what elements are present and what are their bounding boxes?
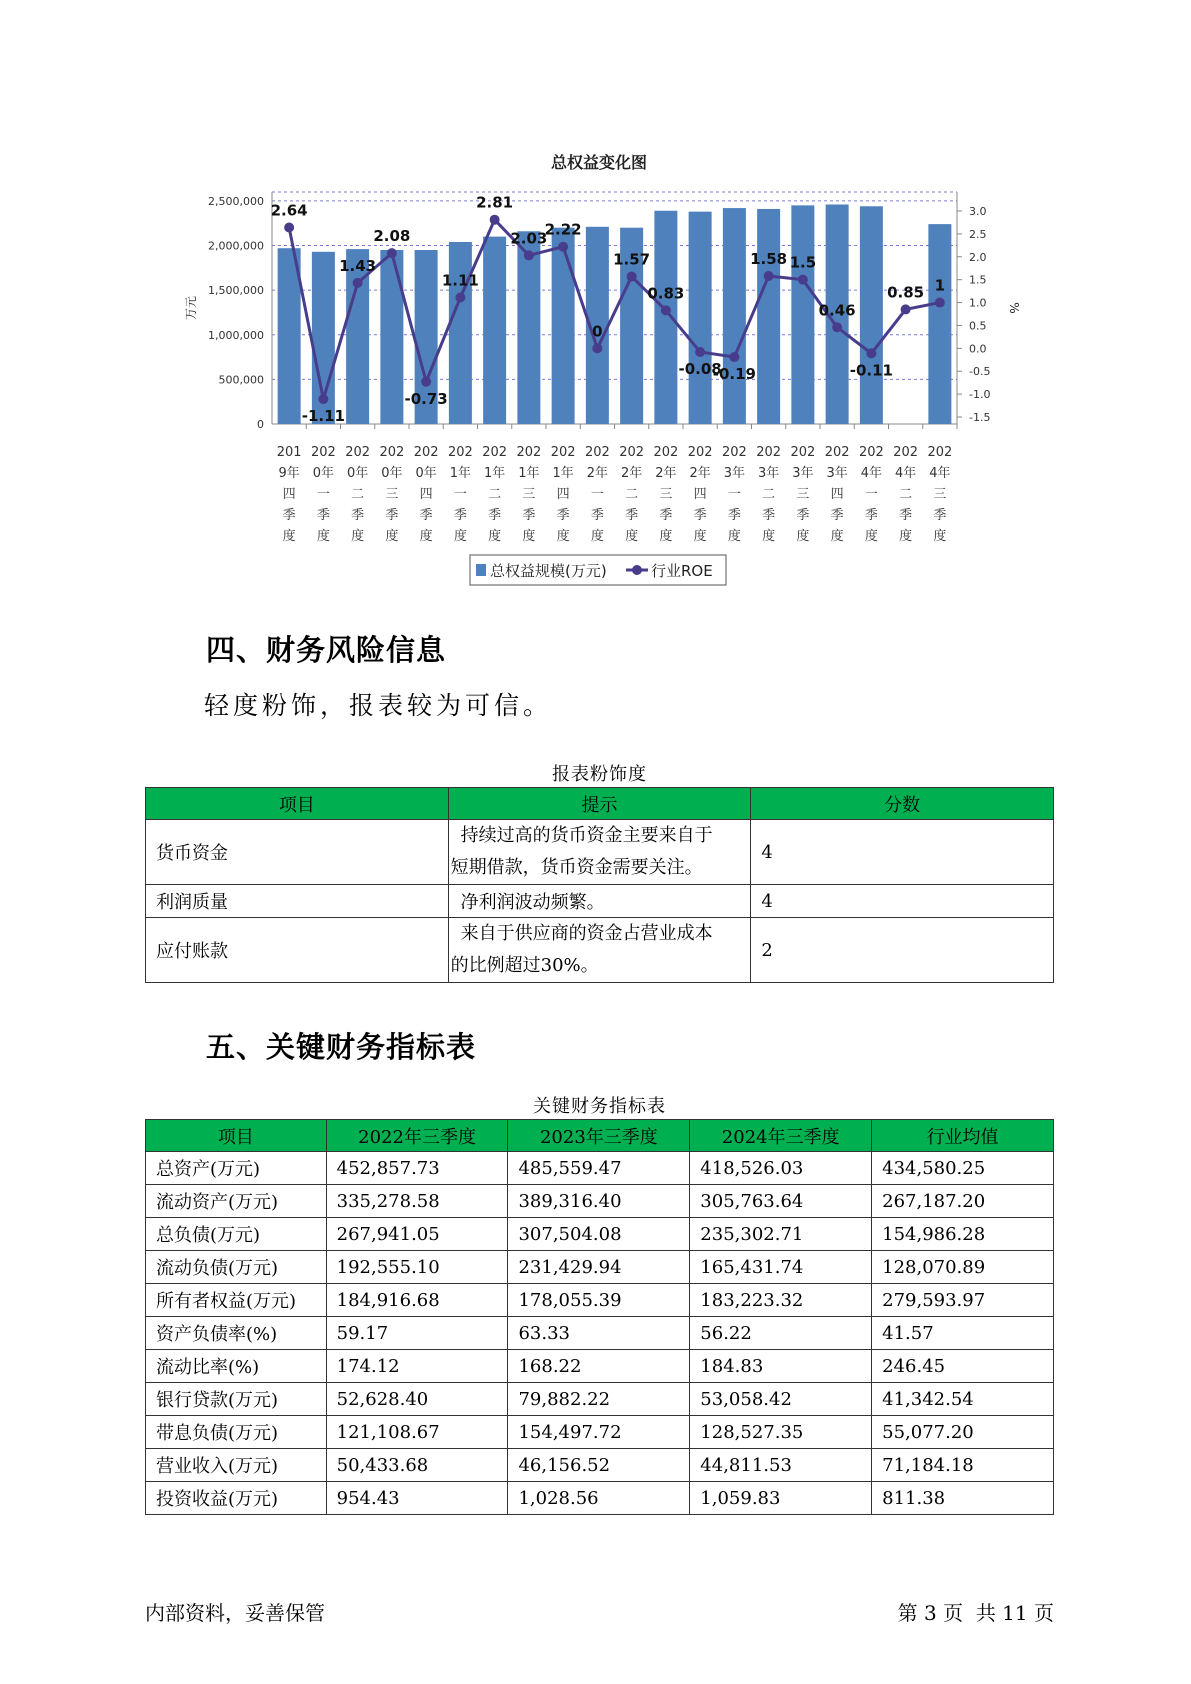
metric-name-cell: 带息负债(万元) [146,1416,327,1449]
x-tick-label: 202 [721,445,747,460]
roe-data-label: 1.58 [750,250,788,269]
roe-point [524,250,534,260]
risk-hint [448,885,751,918]
x-tick-label: 202 [858,445,884,460]
table-row [146,1449,1054,1482]
x-tick-label: 1年 [483,466,506,481]
x-tick-label: 季 [316,508,330,523]
table-row [146,1152,1054,1185]
x-tick-label: 9年 [278,466,300,481]
metric-name-cell: 流动负债(万元) [146,1251,327,1284]
x-tick-label: 季 [419,508,433,523]
x-tick-label: 度 [796,529,810,544]
risk-hint-line: 短期借款，货币资金需要关注。 [450,857,703,878]
x-tick-label: 季 [522,508,536,523]
roe-point [455,293,465,303]
x-tick-label: 度 [693,529,707,544]
section4-text: 轻度粉饰，报表较为可信。 [204,691,553,720]
x-tick-label: 202 [584,445,610,460]
x-tick-label: 度 [625,529,639,544]
x-tick-label: 1年 [449,466,472,481]
x-tick-label: 202 [653,445,679,460]
x-tick-label: 3年 [723,466,746,481]
x-tick-label: 季 [488,508,502,523]
x-tick-label: 度 [419,529,433,544]
roe-data-label: 2.81 [476,193,514,212]
x-tick-label: 0年 [346,466,369,481]
metric-name-cell: 流动资产(万元) [146,1185,327,1218]
y2-tick-label: 1.0 [969,296,987,310]
equity-chart-svg [0,0,1191,600]
roe-point [387,248,397,258]
roe-point [284,222,294,232]
roe-point [661,305,671,315]
x-tick-label: 202 [447,445,473,460]
x-tick-label: 季 [693,508,707,523]
bar [380,250,403,424]
legend-line-marker [632,565,642,575]
roe-data-label: 2.64 [270,201,308,220]
roe-data-label: 1.43 [339,256,377,275]
x-tick-label: 季 [556,508,570,523]
x-tick-label: 202 [482,445,508,460]
legend-bar-label: 总权益规模(万元) [490,562,607,580]
risk-item: 利润质量 [146,885,449,918]
roe-data-label: 1.5 [789,253,817,272]
x-tick-label: 度 [282,529,296,544]
metric-name-cell: 总负债(万元) [146,1218,327,1251]
metric-value-cell: 44,811.53 [690,1449,872,1482]
table-row [146,1317,1054,1350]
x-tick-label: 4年 [860,466,883,481]
x-tick-label: 四 [830,487,844,502]
metric-value-cell: 246.45 [872,1350,1054,1383]
x-tick-label: 度 [453,529,467,544]
metric-name-cell: 营业收入(万元) [146,1449,327,1482]
x-tick-label: 季 [864,508,878,523]
table-row [146,885,1054,918]
bar [791,205,814,424]
y-axis-label: 万元 [184,295,198,321]
roe-data-label: -1.11 [301,407,345,426]
roe-data-label: 2.03 [510,229,548,248]
x-tick-label: 季 [351,508,365,523]
metric-value-cell: 335,278.58 [326,1185,508,1218]
x-tick-label: 202 [824,445,850,460]
x-tick-label: 二 [762,487,776,502]
metric-value-cell: 50,433.68 [326,1449,508,1482]
metric-value-cell: 128,070.89 [872,1251,1054,1284]
table-row [146,918,1054,983]
x-tick-label: 四 [419,487,433,502]
x-tick-label: 四 [556,487,570,502]
metric-value-cell: 307,504.08 [508,1218,690,1251]
bar [552,228,575,424]
x-tick-label: 一 [590,487,604,502]
x-tick-label: 四 [282,487,296,502]
x-tick-label: 202 [345,445,371,460]
y-tick-label: 1,500,000 [208,284,264,298]
legend-bar-swatch [476,564,486,576]
x-tick-label: 2年 [586,466,609,481]
metric-name-cell: 总资产(万元) [146,1152,327,1185]
roe-data-label: -0.19 [712,365,756,384]
section5-heading: 五、关键财务指标表 [206,1030,477,1064]
metric-value-cell: 59.17 [326,1317,508,1350]
footer-note: 内部资料，妥善保管 [145,1601,325,1625]
x-tick-label: 202 [550,445,576,460]
x-tick-label: 2年 [620,466,643,481]
metrics-header-2024q3: 2024年三季度 [690,1120,872,1152]
table-row [146,1416,1054,1449]
risk-score: 4 [751,885,1054,918]
metric-value-cell: 184.83 [690,1350,872,1383]
metric-value-cell: 389,316.40 [508,1185,690,1218]
metrics-header-item: 项目 [146,1120,327,1152]
bar [928,224,951,424]
metric-value-cell: 178,055.39 [508,1284,690,1317]
bar [654,211,677,424]
x-tick-label: 一 [727,487,741,502]
x-tick-label: 三 [796,487,810,502]
y-tick-label: 500,000 [218,373,264,387]
table-row [146,1185,1054,1218]
risk-item: 应付账款 [146,918,449,983]
metric-value-cell: 485,559.47 [508,1152,690,1185]
x-tick-label: 季 [385,508,399,523]
roe-data-label: 1.11 [441,271,479,290]
metric-value-cell: 279,593.97 [872,1284,1054,1317]
x-tick-label: 一 [453,487,467,502]
x-tick-label: 1年 [552,466,574,481]
metric-value-cell: 305,763.64 [690,1185,872,1218]
x-tick-label: 0年 [415,466,437,481]
risk-hint-line: 净利润波动频繁。 [460,892,605,913]
y2-tick-label: 0.5 [969,319,987,333]
risk-table [145,787,1054,983]
risk-hint-line: 持续过高的货币资金主要来自于 [460,825,713,846]
roe-point [729,352,739,362]
roe-point [695,347,705,357]
risk-score: 2 [751,918,1054,983]
metric-value-cell: 1,028.56 [508,1482,690,1515]
metric-value-cell: 183,223.32 [690,1284,872,1317]
chart-title: 总权益变化图 [550,153,648,172]
metric-name-cell: 投资收益(万元) [146,1482,327,1515]
x-tick-label: 3年 [757,466,780,481]
risk-table-caption: 报表粉饰度 [552,764,647,785]
metric-value-cell: 811.38 [872,1482,1054,1515]
table-row [146,1350,1054,1383]
roe-point [832,322,842,332]
x-tick-label: 202 [379,445,405,460]
x-tick-label: 2年 [655,466,677,481]
x-tick-label: 度 [899,529,913,544]
metric-value-cell: 154,497.72 [508,1416,690,1449]
x-tick-label: 度 [864,529,878,544]
roe-point [318,394,328,404]
metrics-table [145,1119,1054,1515]
x-tick-label: 二 [899,487,913,502]
x-tick-label: 一 [864,487,878,502]
roe-data-label: 0 [592,322,603,341]
risk-header-score: 分数 [751,788,1054,820]
roe-point [421,377,431,387]
risk-header-hint: 提示 [448,788,751,820]
metric-value-cell: 154,986.28 [872,1218,1054,1251]
x-tick-label: 度 [933,529,947,544]
roe-data-label: 2.08 [373,227,411,246]
metric-value-cell: 52,628.40 [326,1383,508,1416]
x-tick-label: 度 [488,529,502,544]
table-row [146,1218,1054,1251]
table-row [146,1251,1054,1284]
risk-header-item: 项目 [146,788,449,820]
metric-name-cell: 银行贷款(万元) [146,1383,327,1416]
y2-tick-label: 1.5 [969,273,987,287]
metrics-header-industry-avg: 行业均值 [872,1120,1054,1152]
roe-data-label: -0.08 [678,359,722,378]
x-tick-label: 3年 [826,466,848,481]
metric-value-cell: 168.22 [508,1350,690,1383]
x-tick-label: 202 [927,445,953,460]
metric-value-cell: 121,108.67 [326,1416,508,1449]
x-tick-label: 度 [727,529,741,544]
risk-hint-line: 的比例超过30%。 [450,955,599,976]
metric-value-cell: 71,184.18 [872,1449,1054,1482]
page-number: 第 3 页 共 11 页 [897,1601,1054,1625]
x-tick-label: 三 [385,487,399,502]
metric-value-cell: 41.57 [872,1317,1054,1350]
risk-score: 4 [751,820,1054,885]
metrics-header-2022q3: 2022年三季度 [326,1120,508,1152]
x-tick-label: 季 [933,508,947,523]
y-tick-label: 2,000,000 [208,239,264,253]
metric-value-cell: 267,941.05 [326,1218,508,1251]
roe-data-label: 1.57 [613,250,651,269]
table-row [146,820,1054,885]
x-tick-label: 202 [687,445,713,460]
equity-chart [0,0,1191,600]
x-tick-label: 季 [659,508,673,523]
x-tick-label: 三 [522,487,536,502]
roe-data-label: -0.11 [849,361,893,380]
x-tick-label: 季 [590,508,604,523]
x-tick-label: 4年 [929,466,951,481]
table-row [146,1284,1054,1317]
x-tick-label: 0年 [381,466,403,481]
roe-data-label: 0.83 [647,284,685,303]
metric-value-cell: 41,342.54 [872,1383,1054,1416]
x-tick-label: 202 [790,445,816,460]
metric-value-cell: 434,580.25 [872,1152,1054,1185]
x-tick-label: 202 [516,445,542,460]
x-tick-label: 三 [659,487,673,502]
metric-name-cell: 流动比率(%) [146,1350,327,1383]
x-tick-label: 度 [590,529,604,544]
roe-point [592,343,602,353]
metric-value-cell: 174.12 [326,1350,508,1383]
x-tick-label: 季 [625,508,639,523]
metrics-table-header [146,1120,1054,1152]
x-tick-label: 度 [351,529,365,544]
bar [449,242,472,424]
y2-tick-label: 0.0 [969,342,987,356]
roe-point [353,278,363,288]
y2-tick-label: 3.0 [969,205,987,218]
y2-tick-label: -1.5 [969,411,991,424]
metric-value-cell: 46,156.52 [508,1449,690,1482]
table-row [146,1383,1054,1416]
risk-table-header [146,788,1054,820]
metric-value-cell: 235,302.71 [690,1218,872,1251]
x-tick-label: 季 [830,508,844,523]
legend-line-label: 行业ROE [651,562,713,580]
x-tick-label: 季 [796,508,810,523]
x-tick-label: 二 [625,487,639,502]
metric-value-cell: 954.43 [326,1482,508,1515]
y2-tick-label: -1.0 [969,388,991,402]
metric-name-cell: 所有者权益(万元) [146,1284,327,1317]
metric-value-cell: 418,526.03 [690,1152,872,1185]
x-tick-label: 202 [413,445,439,460]
x-tick-label: 三 [933,487,947,502]
x-tick-label: 3年 [792,466,814,481]
x-tick-label: 度 [830,529,844,544]
metric-value-cell: 231,429.94 [508,1251,690,1284]
bar [723,208,746,424]
roe-data-label: 2.22 [544,220,582,239]
y2-tick-label: 2.5 [969,227,987,241]
roe-point [866,348,876,358]
metric-value-cell: 53,058.42 [690,1383,872,1416]
section4-heading: 四、财务风险信息 [206,633,447,667]
roe-data-label: 1 [934,276,946,295]
x-tick-label: 季 [762,508,776,523]
x-tick-label: 度 [556,529,570,544]
metric-value-cell: 55,077.20 [872,1416,1054,1449]
roe-data-label: 0.85 [887,283,925,302]
roe-data-label: -0.73 [404,389,448,408]
roe-point [798,275,808,285]
x-tick-label: 0年 [312,466,335,481]
x-tick-label: 度 [316,529,330,544]
y2-tick-label: -0.5 [969,365,991,379]
roe-point [764,271,774,281]
bar [689,212,712,424]
roe-point [901,304,911,314]
risk-item: 货币资金 [146,820,449,885]
risk-hint [448,918,751,983]
roe-data-label: 0.46 [818,301,856,320]
metric-value-cell: 1,059.83 [690,1482,872,1515]
metrics-header-2023q3: 2023年三季度 [508,1120,690,1152]
y2-tick-label: 2.0 [969,250,987,264]
metric-value-cell: 63.33 [508,1317,690,1350]
x-tick-label: 度 [659,529,673,544]
metric-value-cell: 79,882.22 [508,1383,690,1416]
metric-value-cell: 192,555.10 [326,1251,508,1284]
x-tick-label: 季 [453,508,467,523]
roe-point [935,298,945,308]
metric-value-cell: 165,431.74 [690,1251,872,1284]
roe-point [490,215,500,225]
roe-point [558,242,568,252]
metric-value-cell: 452,857.73 [326,1152,508,1185]
x-tick-label: 度 [522,529,536,544]
x-tick-label: 1年 [518,466,540,481]
x-tick-label: 二 [351,487,365,502]
y-tick-label: 1,000,000 [208,328,264,342]
risk-hint-line: 来自于供应商的资金占营业成本 [460,923,713,944]
x-tick-label: 2年 [689,466,711,481]
x-tick-label: 202 [619,445,645,460]
y-tick-label: 0 [257,418,264,431]
x-tick-label: 202 [756,445,782,460]
bar [757,209,780,424]
x-tick-label: 202 [310,445,336,460]
x-tick-label: 202 [893,445,919,460]
x-tick-label: 度 [385,529,399,544]
x-tick-label: 季 [899,508,913,523]
x-tick-label: 201 [276,445,302,460]
metric-value-cell: 128,527.35 [690,1416,872,1449]
y2-axis-label: % [1007,302,1021,314]
metric-name-cell: 资产负债率(%) [146,1317,327,1350]
risk-hint [448,820,751,885]
x-tick-label: 一 [316,487,330,502]
metric-value-cell: 184,916.68 [326,1284,508,1317]
roe-point [627,271,637,281]
y-tick-label: 2,500,000 [208,194,264,208]
x-tick-label: 二 [488,487,502,502]
bar [860,206,883,424]
x-tick-label: 4年 [894,466,917,481]
x-tick-label: 四 [693,487,707,502]
bar [483,237,506,424]
metrics-table-caption: 关键财务指标表 [533,1096,666,1117]
table-row [146,1482,1054,1515]
x-tick-label: 季 [282,508,296,523]
x-tick-label: 季 [727,508,741,523]
metric-value-cell: 56.22 [690,1317,872,1350]
x-tick-label: 度 [762,529,776,544]
metric-value-cell: 267,187.20 [872,1185,1054,1218]
